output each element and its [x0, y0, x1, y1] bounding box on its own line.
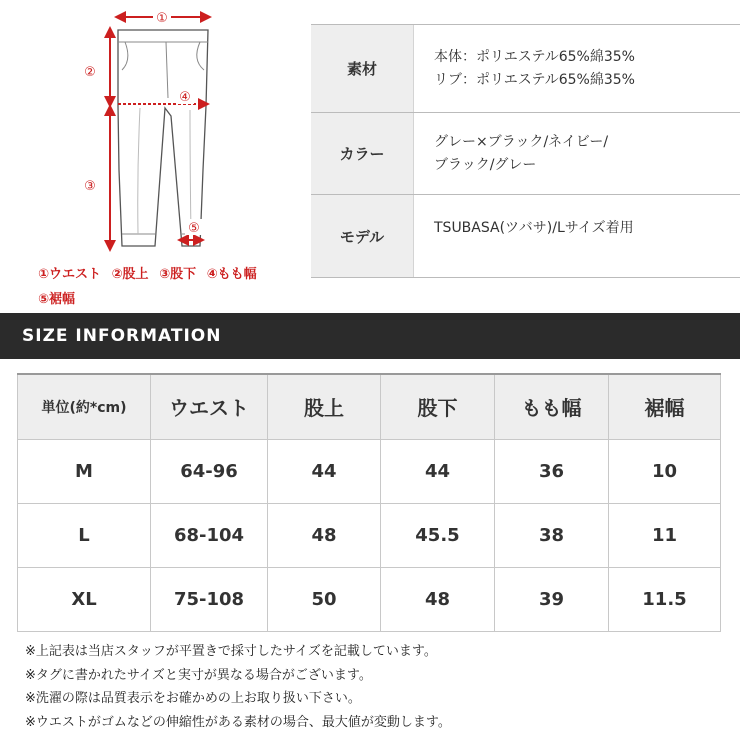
header-inseam: 股下	[381, 374, 495, 439]
table-row	[18, 503, 721, 567]
note-line: ※上記表は当店スタッフが平置きで採寸したサイズを記載しています。	[25, 644, 437, 659]
table-cell: 44	[268, 439, 381, 503]
table-cell: 68-104	[151, 503, 268, 567]
table-cell: 75-108	[151, 567, 268, 631]
header-unit: 単位(約*cm)	[18, 374, 151, 439]
legend-thigh: ④もも幅	[206, 267, 257, 282]
info-row-color	[311, 113, 740, 195]
size-table	[17, 373, 721, 632]
table-row	[18, 439, 721, 503]
table-cell: 64-96	[151, 439, 268, 503]
info-label: 素材	[311, 25, 414, 112]
table-cell: 38	[495, 503, 609, 567]
info-value-line: TSUBASA(ツバサ)/Lサイズ着用	[434, 220, 634, 236]
info-value-line: 本体：ポリエステル65%綿35%	[434, 48, 635, 65]
marker-hem: ⑤	[188, 221, 200, 236]
header-thigh: もも幅	[495, 374, 609, 439]
note-line: ※タグに書かれたサイズと実寸が異なる場合がございます。	[25, 667, 372, 683]
legend-rise: ②股上	[111, 267, 149, 282]
legend-waist: ①ウエスト	[38, 267, 102, 282]
table-cell: 36	[495, 439, 609, 503]
table-cell: 50	[268, 567, 381, 631]
banner-title: SIZE INFORMATION	[22, 326, 222, 346]
table-cell: 11	[609, 503, 721, 567]
pants-outline	[118, 30, 208, 246]
info-value	[414, 195, 740, 277]
note-line: ※ウエストがゴムなどの伸縮性がある素材の場合、最大値が変動します。	[25, 714, 451, 730]
size-information-banner	[0, 313, 740, 359]
info-label: モデル	[311, 195, 414, 277]
size-label: L	[18, 503, 151, 567]
legend-inseam: ③股下	[159, 267, 197, 282]
info-row-material	[311, 25, 740, 113]
info-value-line: グレー×ブラック/ネイビー/	[434, 133, 609, 150]
info-value	[414, 113, 740, 194]
marker-inseam: ③	[84, 179, 96, 194]
table-cell: 45.5	[381, 503, 495, 567]
table-cell: 44	[381, 439, 495, 503]
marker-rise: ②	[84, 65, 96, 80]
header-waist: ウエスト	[151, 374, 268, 439]
header-rise: 股上	[268, 374, 381, 439]
pants-illustration	[0, 0, 300, 262]
table-cell: 48	[381, 567, 495, 631]
pants-diagram	[0, 0, 300, 310]
legend-hem: ⑤裾幅	[38, 292, 76, 307]
table-row	[18, 567, 721, 631]
info-value	[414, 25, 740, 112]
product-info-table	[311, 24, 740, 278]
info-row-model	[311, 195, 740, 278]
size-table-header	[18, 374, 721, 439]
measurement-legend	[38, 262, 298, 312]
table-cell: 10	[609, 439, 721, 503]
header-hem: 裾幅	[609, 374, 721, 439]
info-value-line: ブラック/グレー	[434, 156, 537, 173]
marker-waist: ①	[156, 11, 168, 26]
size-label: XL	[18, 567, 151, 631]
note-line: ※洗濯の際は品質表示をお確かめの上お取り扱い下さい。	[25, 691, 361, 706]
table-cell: 48	[268, 503, 381, 567]
table-cell: 39	[495, 567, 609, 631]
info-value-line: リブ：ポリエステル65%綿35%	[434, 71, 635, 88]
table-cell: 11.5	[609, 567, 721, 631]
size-notes	[25, 640, 725, 734]
marker-thigh: ④	[179, 90, 191, 105]
size-label: M	[18, 439, 151, 503]
info-label: カラー	[311, 113, 414, 194]
